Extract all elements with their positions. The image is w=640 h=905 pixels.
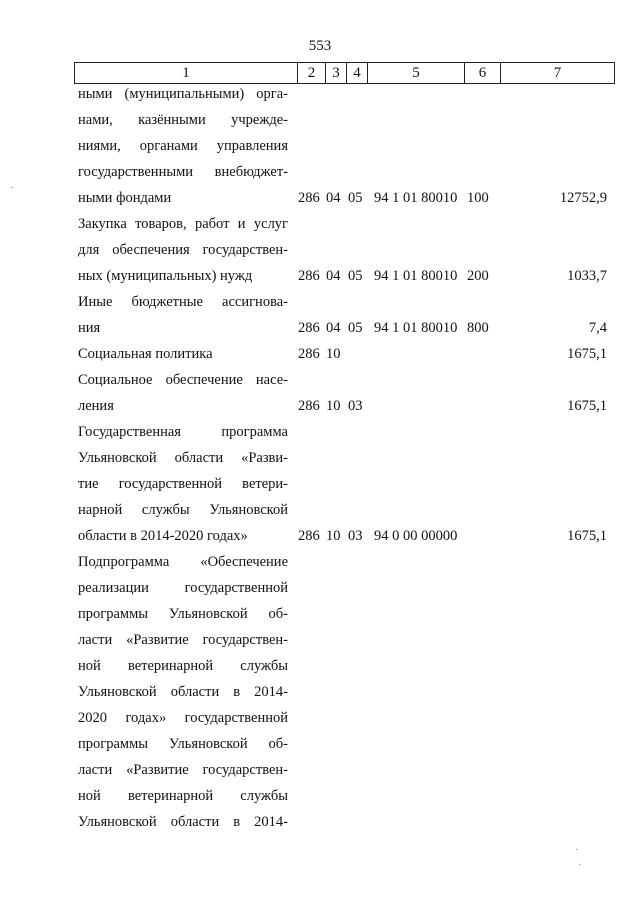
row-desc-line: программы Ульяновской об- [78, 736, 288, 752]
row-desc-line: ных (муниципальных) нужд [78, 268, 253, 284]
row-desc-line: ными (муниципальными) орга- [78, 86, 288, 102]
row-desc-line: Социальная политика [78, 346, 213, 362]
cell-col2: 286 [298, 320, 320, 336]
cell-col2: 286 [298, 268, 320, 284]
cell-col6: 800 [467, 320, 489, 336]
row-desc-line: ния [78, 320, 101, 336]
row-desc-line: ласти «Развитие государствен- [78, 762, 288, 778]
cell-col4: 03 [348, 528, 363, 544]
row-desc-line: нарной службы Ульяновской [78, 502, 288, 518]
row-desc-line: 2020 годах» государственной [78, 710, 288, 726]
row-desc-line: Социальное обеспечение насе- [78, 372, 288, 388]
cell-col6: 200 [467, 268, 489, 284]
cell-col4: 05 [348, 320, 363, 336]
scan-speck: · [575, 845, 579, 856]
row-desc-line: для обеспечения государствен- [78, 242, 288, 258]
row-desc-line: тие государственной ветери- [78, 476, 288, 492]
scan-speck: · [578, 860, 582, 871]
row-desc-line: ными фондами [78, 190, 172, 206]
row-desc-line: государственными внебюджет- [78, 164, 288, 180]
cell-col4: 03 [348, 398, 363, 414]
cell-col7: 7,4 [588, 320, 607, 336]
cell-col5: 94 1 01 80010 [374, 320, 458, 336]
row-desc-line: области в 2014-2020 годах» [78, 528, 248, 544]
scan-speck: · [10, 183, 14, 194]
cell-col3: 10 [326, 398, 341, 414]
cell-col5: 94 1 01 80010 [374, 268, 458, 284]
cell-col2: 286 [298, 346, 320, 362]
row-desc-line: Ульяновской области в 2014- [78, 814, 288, 830]
cell-col6: 100 [467, 190, 489, 206]
cell-col7: 1675,1 [567, 346, 607, 362]
row-desc-line: Подпрограмма «Обеспечение [78, 554, 288, 570]
row-desc-line: Государственная программа [78, 424, 288, 440]
cell-col7: 12752,9 [559, 190, 607, 206]
cell-col5: 94 0 00 00000 [374, 528, 458, 544]
row-desc-line: реализации государственной [78, 580, 288, 596]
row-desc-line: Ульяновской области «Разви- [78, 450, 288, 466]
cell-col3: 04 [326, 320, 341, 336]
cell-col5: 94 1 01 80010 [374, 190, 458, 206]
table-header [74, 62, 615, 84]
cell-col4: 05 [348, 190, 363, 206]
column-header-4: 4 [347, 63, 368, 84]
cell-col7: 1033,7 [567, 268, 607, 284]
column-header-3: 3 [326, 63, 347, 84]
cell-col4: 05 [348, 268, 363, 284]
column-header-6: 6 [465, 63, 501, 84]
cell-col7: 1675,1 [567, 398, 607, 414]
row-desc-line: нами, казёнными учрежде- [78, 112, 288, 128]
row-desc-line: ной ветеринарной службы [78, 788, 288, 804]
row-desc-line: Ульяновской области в 2014- [78, 684, 288, 700]
row-desc-line: ной ветеринарной службы [78, 658, 288, 674]
row-desc-line: Закупка товаров, работ и услуг [78, 216, 288, 232]
row-desc-line: ласти «Развитие государствен- [78, 632, 288, 648]
cell-col3: 10 [326, 528, 341, 544]
cell-col3: 10 [326, 346, 341, 362]
cell-col2: 286 [298, 528, 320, 544]
column-header-5: 5 [368, 63, 465, 84]
cell-col3: 04 [326, 268, 341, 284]
row-desc-line: программы Ульяновской об- [78, 606, 288, 622]
cell-col2: 286 [298, 190, 320, 206]
cell-col7: 1675,1 [567, 528, 607, 544]
column-header-1: 1 [75, 63, 298, 84]
row-desc-line: ниями, органами управления [78, 138, 288, 154]
row-desc-line: Иные бюджетные ассигнова- [78, 294, 288, 310]
column-header-2: 2 [298, 63, 326, 84]
cell-col2: 286 [298, 398, 320, 414]
row-desc-line: ления [78, 398, 114, 414]
column-header-7: 7 [501, 63, 615, 84]
cell-col3: 04 [326, 190, 341, 206]
page-number: 553 [308, 38, 332, 54]
